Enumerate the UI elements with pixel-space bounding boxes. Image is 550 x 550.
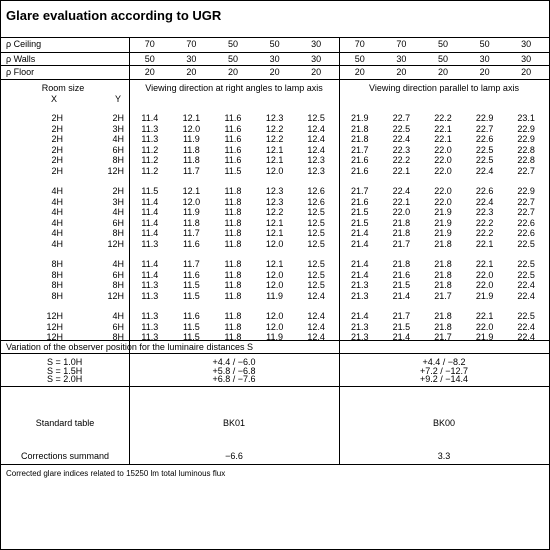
ugr-value-right: 12.3	[265, 196, 284, 207]
reflectance-value-ceiling: 30	[311, 39, 322, 49]
ugr-value-parallel: 22.0	[434, 155, 452, 165]
ugr-value-parallel: 21.7	[392, 238, 411, 249]
ugr-value-parallel: 22.5	[392, 123, 411, 134]
ugr-value-right: 11.3	[141, 123, 159, 134]
ugr-value-right: 11.8	[224, 217, 242, 228]
ugr-value-right: 11.3	[141, 311, 159, 321]
ugr-value-right: 12.5	[307, 238, 325, 249]
room-y: 3H	[112, 196, 124, 207]
reflectance-value-floor: 20	[521, 67, 532, 77]
ugr-value-parallel: 21.8	[392, 259, 411, 269]
ugr-value-parallel: 21.4	[392, 290, 411, 301]
ugr-value-right: 11.8	[224, 321, 242, 332]
ugr-value-parallel: 21.4	[351, 311, 369, 321]
ugr-value-parallel: 21.8	[434, 238, 452, 249]
reflectance-value-walls: 50	[354, 54, 365, 64]
ugr-value-parallel: 22.0	[434, 196, 452, 207]
reflectance-value-ceiling: 50	[269, 39, 280, 49]
reflectance-value-ceiling: 50	[479, 39, 490, 49]
ugr-value-right: 12.2	[265, 207, 284, 217]
view-right-angles-heading: Viewing direction at right angles to lamp axis	[145, 83, 323, 93]
ugr-value-right: 11.8	[224, 259, 242, 269]
variation-right-value: +6.8 / −7.6	[212, 374, 256, 384]
ugr-value-right: 11.4	[141, 196, 159, 207]
room-x: 8H	[51, 259, 63, 269]
ugr-value-right: 11.5	[182, 280, 200, 290]
ugr-value-right: 11.4	[141, 269, 159, 280]
room-y: 8H	[112, 280, 124, 290]
ugr-value-parallel: 21.3	[351, 280, 369, 290]
room-x: 2H	[51, 144, 63, 155]
ugr-value-parallel: 21.7	[392, 311, 411, 321]
ugr-value-parallel: 21.8	[434, 321, 452, 332]
reflectance-value-walls: 50	[227, 54, 238, 64]
room-x: 4H	[51, 228, 63, 238]
standard-table-parallel: BK00	[432, 418, 456, 428]
ugr-value-parallel: 22.9	[517, 123, 535, 134]
ugr-value-parallel: 22.4	[392, 186, 411, 196]
ugr-value-parallel: 21.6	[392, 269, 411, 280]
ugr-value-parallel: 21.3	[351, 321, 369, 332]
variation-right-value: +5.8 / −6.8	[212, 365, 256, 376]
ugr-value-parallel: 22.0	[434, 165, 452, 176]
ugr-value-parallel: 22.2	[434, 113, 452, 123]
ugr-value-right: 12.4	[307, 311, 325, 321]
ugr-value-right: 12.6	[307, 196, 325, 207]
ugr-value-parallel: 22.3	[392, 144, 411, 155]
ugr-value-parallel: 21.5	[351, 217, 369, 228]
ugr-value-right: 12.3	[307, 165, 325, 176]
reflectance-value-floor: 20	[354, 67, 365, 77]
ugr-value-right: 12.4	[307, 134, 325, 144]
ugr-value-right: 12.0	[182, 196, 201, 207]
room-x: 4H	[51, 217, 63, 228]
room-x: 8H	[51, 269, 63, 280]
room-y: 8H	[112, 228, 124, 238]
reflectance-value-floor: 20	[311, 67, 322, 77]
ugr-value-right: 12.5	[307, 259, 325, 269]
ugr-value-right: 12.2	[265, 123, 284, 134]
ugr-value-parallel: 22.1	[434, 134, 452, 144]
room-y: 2H	[112, 113, 124, 123]
ugr-value-parallel: 21.8	[434, 269, 452, 280]
ugr-value-right: 11.8	[224, 238, 242, 249]
ugr-value-parallel: 22.7	[475, 123, 494, 134]
ugr-value-right: 11.2	[141, 155, 159, 165]
ugr-value-parallel: 21.4	[351, 238, 369, 249]
ugr-value-parallel: 21.6	[351, 165, 369, 176]
ugr-value-parallel: 22.6	[475, 186, 494, 196]
room-x: 8H	[51, 290, 63, 301]
ugr-value-right: 11.8	[224, 280, 242, 290]
ugr-value-right: 11.9	[266, 290, 284, 301]
room-x: 12H	[46, 311, 63, 321]
variation-divider	[1, 386, 549, 387]
ugr-value-parallel: 21.4	[351, 259, 369, 269]
row-divider	[1, 79, 549, 80]
ugr-value-parallel: 22.2	[392, 155, 411, 165]
ugr-value-right: 12.3	[307, 155, 325, 165]
ugr-value-parallel: 22.9	[475, 113, 494, 123]
corrections-parallel: 3.3	[437, 451, 451, 461]
ugr-value-parallel: 22.1	[434, 123, 452, 134]
ugr-value-parallel: 22.0	[434, 186, 452, 196]
reflectance-value-floor: 20	[437, 67, 448, 77]
ugr-value-right: 12.4	[307, 321, 325, 332]
ugr-value-parallel: 21.9	[434, 228, 452, 238]
ugr-value-parallel: 22.5	[517, 259, 535, 269]
room-y: 12H	[107, 238, 124, 249]
ugr-value-parallel: 22.8	[517, 155, 535, 165]
ugr-value-parallel: 21.8	[434, 311, 452, 321]
ugr-value-parallel: 22.4	[517, 280, 535, 290]
ugr-value-parallel: 21.4	[351, 228, 369, 238]
ugr-value-parallel: 21.7	[351, 186, 369, 196]
ugr-value-parallel: 22.9	[517, 186, 535, 196]
reflectance-value-ceiling: 70	[144, 39, 155, 49]
ugr-value-parallel: 22.9	[517, 134, 535, 144]
row-divider	[1, 52, 549, 53]
ugr-value-right: 11.3	[141, 321, 159, 332]
variation-heading: Variation of the observer position for the luminaire distances S	[6, 342, 253, 352]
room-size-label: Room size	[41, 83, 85, 93]
ugr-value-parallel: 21.6	[351, 196, 369, 207]
room-y: 4H	[112, 207, 124, 217]
ugr-value-right: 11.6	[224, 144, 242, 155]
ugr-value-right: 12.0	[265, 165, 284, 176]
ugr-value-right: 12.0	[265, 269, 284, 280]
ugr-value-parallel: 21.7	[434, 290, 452, 301]
ugr-value-right: 11.4	[141, 217, 159, 228]
room-y: 4H	[112, 134, 124, 144]
reflectance-value-ceiling: 50	[437, 39, 448, 49]
ugr-value-parallel: 22.5	[517, 269, 535, 280]
ugr-value-right: 12.5	[307, 269, 325, 280]
column-divider	[129, 37, 130, 464]
ugr-value-right: 12.4	[307, 290, 325, 301]
ugr-value-right: 11.3	[141, 332, 159, 342]
room-y: 6H	[112, 269, 124, 280]
ugr-value-right: 12.3	[265, 186, 284, 196]
page-title: Glare evaluation according to UGR	[6, 8, 222, 23]
ugr-value-right: 11.5	[224, 165, 242, 176]
ugr-value-right: 11.8	[224, 332, 242, 342]
ugr-value-parallel: 22.5	[475, 144, 494, 155]
room-y: 2H	[112, 186, 124, 196]
reflectance-label-ceiling: ρ Ceiling	[6, 39, 42, 49]
ugr-value-right: 11.8	[182, 155, 200, 165]
variation-parallel-value: +7.2 / −12.7	[419, 365, 469, 376]
room-y: 12H	[107, 165, 124, 176]
variation-parallel-value: +9.2 / −14.4	[419, 374, 469, 384]
reflectance-label-floor: ρ Floor	[6, 67, 35, 77]
ugr-value-right: 11.8	[224, 228, 242, 238]
ugr-value-parallel: 22.4	[517, 321, 535, 332]
ugr-value-right: 11.6	[224, 113, 242, 123]
ugr-value-right: 12.0	[265, 238, 284, 249]
ugr-value-parallel: 22.4	[517, 332, 535, 342]
corrections-label: Corrections summand	[20, 451, 110, 461]
variation-parallel-value: +4.4 / −8.2	[422, 357, 466, 367]
variation-s-label: S = 2.0H	[47, 374, 83, 384]
ugr-value-right: 12.3	[265, 113, 284, 123]
ugr-value-right: 12.5	[307, 228, 325, 238]
ugr-value-right: 12.1	[265, 228, 284, 238]
ugr-value-right: 11.4	[141, 113, 159, 123]
ugr-value-parallel: 21.3	[351, 290, 369, 301]
reflectance-value-walls: 30	[269, 54, 280, 64]
ugr-value-parallel: 22.5	[517, 238, 535, 249]
ugr-value-parallel: 22.6	[517, 228, 535, 238]
ugr-value-right: 11.9	[182, 134, 200, 144]
ugr-value-parallel: 21.7	[351, 144, 369, 155]
reflectance-value-ceiling: 70	[354, 39, 365, 49]
reflectance-value-walls: 30	[396, 54, 407, 64]
ugr-value-parallel: 21.9	[434, 217, 452, 228]
reflectance-value-walls: 30	[521, 54, 532, 64]
ugr-value-parallel: 21.5	[392, 280, 411, 290]
ugr-value-right: 11.3	[141, 134, 159, 144]
ugr-value-parallel: 22.4	[475, 165, 494, 176]
ugr-value-parallel: 21.8	[351, 123, 369, 134]
ugr-value-right: 11.7	[182, 259, 200, 269]
ugr-value-right: 12.1	[182, 186, 201, 196]
ugr-value-right: 11.6	[224, 134, 242, 144]
ugr-value-right: 12.1	[265, 144, 284, 155]
reflectance-value-walls: 30	[186, 54, 197, 64]
room-x: 2H	[51, 134, 63, 144]
ugr-value-parallel: 22.2	[475, 228, 494, 238]
ugr-value-right: 12.0	[182, 123, 201, 134]
ugr-value-parallel: 22.4	[475, 196, 494, 207]
room-y: 4H	[112, 259, 124, 269]
ugr-value-right: 12.5	[307, 207, 325, 217]
ugr-value-parallel: 21.9	[475, 332, 494, 342]
reflectance-value-ceiling: 50	[227, 39, 238, 49]
room-x: 2H	[51, 113, 63, 123]
reflectance-value-ceiling: 70	[186, 39, 197, 49]
room-x: 12H	[46, 332, 63, 342]
ugr-value-parallel: 21.8	[434, 280, 452, 290]
ugr-value-parallel: 22.2	[475, 217, 494, 228]
ugr-value-right: 12.0	[265, 321, 284, 332]
reflectance-value-walls: 50	[437, 54, 448, 64]
ugr-value-right: 12.5	[307, 280, 325, 290]
reflectance-label-walls: ρ Walls	[6, 54, 36, 64]
ugr-value-right: 11.9	[266, 332, 284, 342]
ugr-value-right: 11.7	[182, 228, 200, 238]
ugr-value-parallel: 22.0	[475, 321, 494, 332]
reflectance-value-walls: 30	[311, 54, 322, 64]
room-x: 2H	[51, 165, 63, 176]
variation-s-label: S = 1.0H	[47, 357, 83, 367]
room-x: 4H	[51, 207, 63, 217]
reflectance-value-ceiling: 70	[396, 39, 407, 49]
ugr-value-parallel: 21.5	[392, 321, 411, 332]
title-divider	[1, 37, 549, 38]
ugr-value-right: 12.1	[265, 217, 284, 228]
ugr-value-parallel: 22.1	[392, 196, 411, 207]
room-y: 6H	[112, 321, 124, 332]
ugr-value-right: 12.4	[307, 123, 325, 134]
ugr-value-parallel: 21.9	[351, 113, 369, 123]
ugr-value-parallel: 22.7	[517, 196, 535, 207]
ugr-value-right: 11.6	[182, 269, 200, 280]
reflectance-value-floor: 20	[227, 67, 238, 77]
ugr-value-right: 11.2	[141, 165, 159, 176]
ugr-value-parallel: 22.0	[475, 280, 494, 290]
ugr-value-parallel: 21.7	[434, 332, 452, 342]
ugr-value-parallel: 22.6	[517, 217, 535, 228]
ugr-value-parallel: 22.7	[517, 165, 535, 176]
ugr-value-parallel: 21.9	[475, 290, 494, 301]
ugr-value-parallel: 22.1	[475, 259, 494, 269]
ugr-value-right: 11.6	[224, 123, 242, 134]
row-divider	[1, 65, 549, 66]
view-parallel-heading: Viewing direction parallel to lamp axis	[369, 83, 519, 93]
room-x: 4H	[51, 238, 63, 249]
ugr-value-parallel: 22.0	[392, 207, 411, 217]
reflectance-value-floor: 20	[186, 67, 197, 77]
ugr-value-right: 11.9	[182, 207, 200, 217]
ugr-value-right: 11.8	[182, 144, 200, 155]
ugr-value-parallel: 21.5	[351, 207, 369, 217]
corrections-right: −6.6	[225, 451, 243, 461]
ugr-value-parallel: 22.7	[392, 113, 411, 123]
ugr-value-right: 12.0	[265, 311, 284, 321]
room-x: 2H	[51, 155, 63, 165]
ugr-value-right: 11.8	[224, 186, 242, 196]
ugr-value-parallel: 21.3	[351, 332, 369, 342]
ugr-value-parallel: 22.5	[517, 311, 535, 321]
ugr-value-parallel: 22.3	[475, 207, 494, 217]
ugr-value-right: 11.8	[224, 269, 242, 280]
variation-s-label: S = 1.5H	[47, 365, 83, 376]
ugr-value-right: 12.6	[307, 186, 325, 196]
room-y: 12H	[107, 290, 124, 301]
ugr-value-right: 11.4	[141, 259, 159, 269]
room-x: 8H	[51, 280, 63, 290]
ugr-value-right: 11.5	[182, 332, 200, 342]
ugr-value-parallel: 22.1	[392, 165, 411, 176]
ugr-value-parallel: 22.8	[517, 144, 535, 155]
ugr-value-parallel: 21.4	[351, 269, 369, 280]
room-x: 4H	[51, 196, 63, 207]
ugr-value-parallel: 21.4	[392, 332, 411, 342]
ugr-value-right: 12.1	[265, 259, 284, 269]
ugr-value-right: 11.4	[141, 207, 159, 217]
reflectance-value-floor: 20	[144, 67, 155, 77]
room-y: 4H	[112, 311, 124, 321]
ugr-value-parallel: 22.7	[517, 207, 535, 217]
ugr-value-right: 11.6	[182, 311, 200, 321]
footer-note: Corrected glare indices related to 15250 lm total luminous flux	[6, 469, 226, 478]
room-y: 8H	[112, 155, 124, 165]
ugr-value-parallel: 22.4	[517, 290, 535, 301]
ugr-value-right: 11.8	[224, 207, 242, 217]
ugr-value-right: 11.4	[141, 228, 159, 238]
room-x: 2H	[51, 123, 63, 134]
ugr-value-right: 11.8	[224, 290, 242, 301]
ugr-value-right: 12.1	[265, 155, 284, 165]
ugr-value-parallel: 21.8	[351, 134, 369, 144]
ugr-value-parallel: 21.8	[392, 217, 411, 228]
ugr-value-right: 11.5	[182, 290, 200, 301]
room-x: 4H	[51, 186, 63, 196]
room-y: 3H	[112, 123, 124, 134]
ugr-value-parallel: 21.8	[434, 259, 452, 269]
standard-table-label: Standard table	[35, 418, 95, 428]
ugr-value-parallel: 22.1	[475, 311, 494, 321]
room-size-x-label: X	[51, 94, 58, 104]
standard-table-right: BK01	[222, 418, 246, 428]
room-y: 6H	[112, 217, 124, 228]
ugr-value-right: 12.5	[307, 217, 325, 228]
room-size-y-label: Y	[115, 94, 122, 104]
reflectance-value-walls: 50	[144, 54, 155, 64]
ugr-value-right: 12.4	[307, 332, 325, 342]
ugr-value-right: 11.3	[141, 238, 159, 249]
ugr-value-right: 12.2	[265, 134, 284, 144]
reflectance-value-floor: 20	[269, 67, 280, 77]
reflectance-value-ceiling: 30	[521, 39, 532, 49]
ugr-value-parallel: 22.0	[434, 144, 452, 155]
ugr-value-parallel: 23.1	[517, 113, 535, 123]
ugr-value-right: 11.8	[224, 311, 242, 321]
reflectance-value-floor: 20	[479, 67, 490, 77]
ugr-value-right: 11.3	[141, 290, 159, 301]
ugr-value-right: 12.4	[307, 144, 325, 155]
variation-right-value: +4.4 / −6.0	[212, 357, 256, 367]
ugr-value-right: 11.8	[224, 196, 242, 207]
ugr-value-right: 12.1	[182, 113, 201, 123]
ugr-value-parallel: 22.0	[475, 269, 494, 280]
ugr-value-parallel: 22.6	[475, 134, 494, 144]
ugr-value-right: 11.7	[182, 165, 200, 176]
ugr-value-right: 11.8	[182, 217, 200, 228]
ugr-value-right: 12.5	[307, 113, 325, 123]
reflectance-value-floor: 20	[396, 67, 407, 77]
ugr-value-parallel: 21.6	[351, 155, 369, 165]
ugr-value-parallel: 22.4	[392, 134, 411, 144]
ugr-value-parallel: 21.8	[392, 228, 411, 238]
room-x: 12H	[46, 321, 63, 332]
ugr-value-right: 11.5	[141, 186, 159, 196]
room-y: 6H	[112, 144, 124, 155]
ugr-value-right: 11.6	[224, 155, 242, 165]
ugr-value-right: 11.3	[141, 280, 159, 290]
room-y: 8H	[112, 332, 124, 342]
ugr-value-right: 12.0	[265, 280, 284, 290]
variation-divider	[1, 353, 549, 354]
ugr-value-parallel: 21.9	[434, 207, 452, 217]
ugr-value-parallel: 22.1	[475, 238, 494, 249]
ugr-value-parallel: 22.5	[475, 155, 494, 165]
reflectance-value-walls: 30	[479, 54, 490, 64]
ugr-value-right: 11.5	[182, 321, 200, 332]
ugr-value-right: 11.2	[141, 144, 159, 155]
corrections-divider	[1, 464, 549, 465]
ugr-value-right: 11.6	[182, 238, 200, 249]
